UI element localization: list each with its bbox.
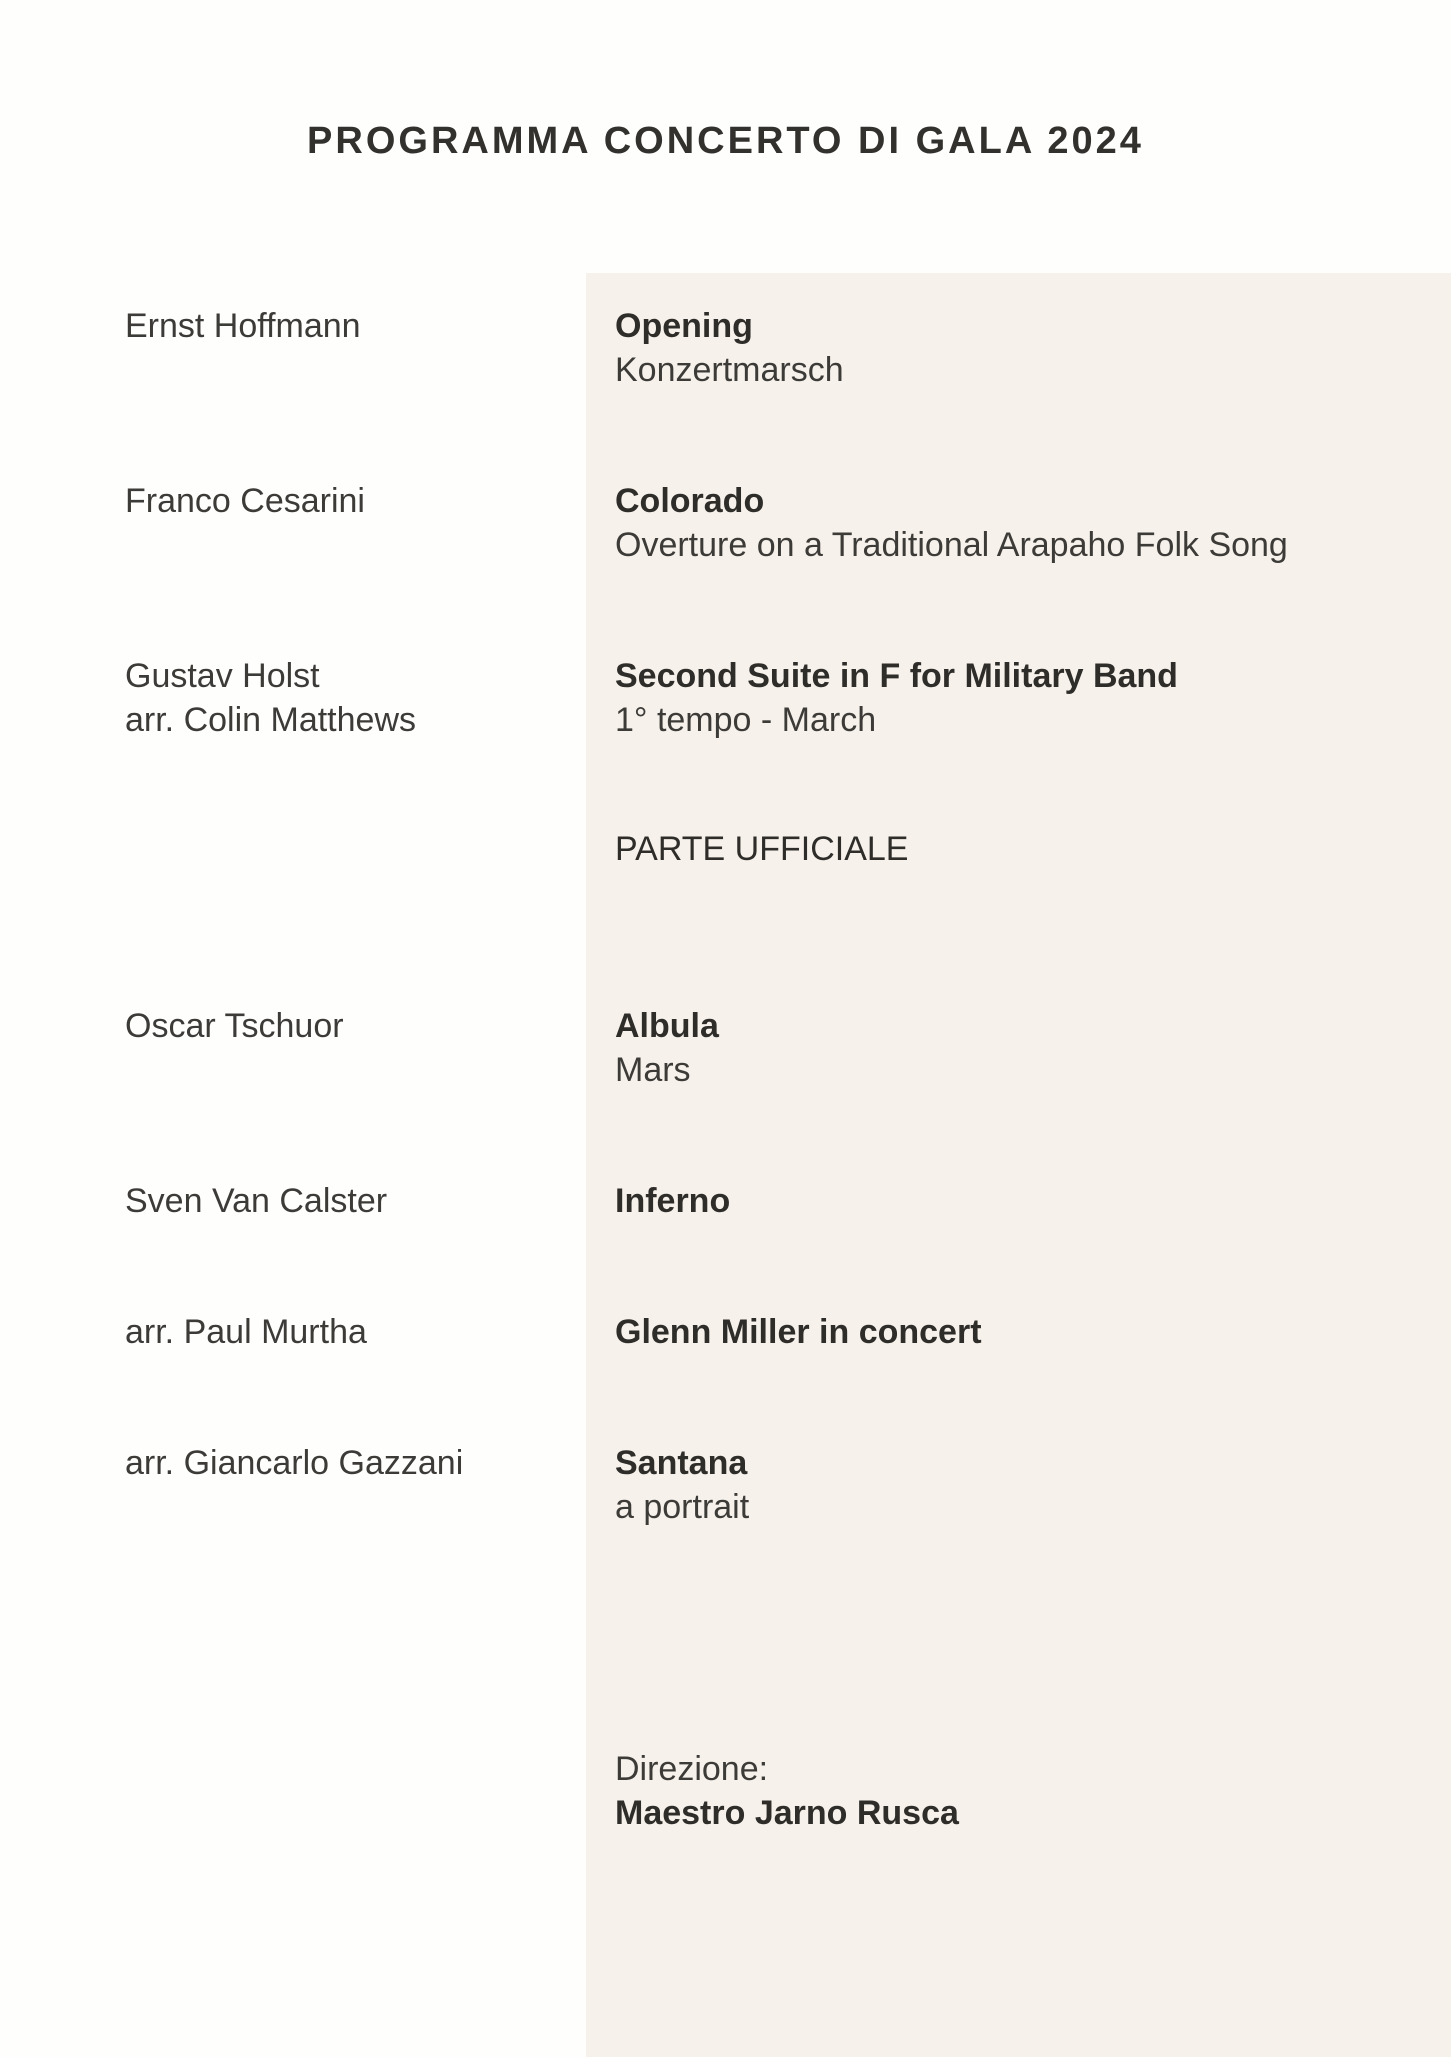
- piece-title: Albula: [615, 1007, 719, 1045]
- piece-subtitle: Overture on a Traditional Arapaho Folk Song: [615, 526, 1288, 564]
- composer-name: Sven Van Calster: [125, 1182, 388, 1220]
- composer-name: arr. Giancarlo Gazzani: [125, 1444, 464, 1482]
- piece-title: Inferno: [615, 1182, 731, 1220]
- director-block: [615, 1747, 959, 1835]
- piece-colorado: [615, 479, 1288, 567]
- composer-name: arr. Paul Murtha: [125, 1313, 367, 1351]
- piece-second-suite: [615, 654, 1178, 742]
- piece-subtitle: a portrait: [615, 1488, 750, 1526]
- piece-title: Glenn Miller in concert: [615, 1313, 982, 1351]
- composer-name: Oscar Tschuor: [125, 1007, 344, 1045]
- composer-franco-cesarini: [125, 479, 365, 523]
- composer-paul-murtha: [125, 1310, 367, 1354]
- composer-name: Franco Cesarini: [125, 482, 365, 520]
- arranger-name: arr. Colin Matthews: [125, 701, 416, 739]
- section-heading-parte-ufficiale: PARTE UFFICIALE: [615, 830, 909, 868]
- piece-subtitle: 1° tempo - March: [615, 701, 877, 739]
- piece-glenn-miller: [615, 1310, 982, 1354]
- composer-oscar-tschuor: [125, 1004, 344, 1048]
- piece-title: Opening: [615, 307, 753, 345]
- piece-title: Second Suite in F for Military Band: [615, 657, 1178, 695]
- director-label: Direzione:: [615, 1750, 769, 1788]
- piece-inferno: [615, 1179, 730, 1223]
- composer-name: Gustav Holst: [125, 657, 320, 695]
- composer-sven-van-calster: [125, 1179, 387, 1223]
- piece-title: Santana: [615, 1444, 748, 1482]
- director-name: Maestro Jarno Rusca: [615, 1794, 959, 1832]
- piece-opening: [615, 304, 844, 392]
- piece-title: Colorado: [615, 482, 765, 520]
- piece-santana: [615, 1441, 749, 1529]
- composer-giancarlo-gazzani: [125, 1441, 463, 1485]
- piece-subtitle: Mars: [615, 1051, 691, 1089]
- composer-name: Ernst Hoffmann: [125, 307, 361, 345]
- page-title: PROGRAMMA CONCERTO DI GALA 2024: [307, 120, 1144, 162]
- composer-gustav-holst: [125, 654, 416, 742]
- composer-ernst-hoffmann: [125, 304, 361, 348]
- piece-subtitle: Konzertmarsch: [615, 351, 844, 389]
- piece-albula: [615, 1004, 719, 1092]
